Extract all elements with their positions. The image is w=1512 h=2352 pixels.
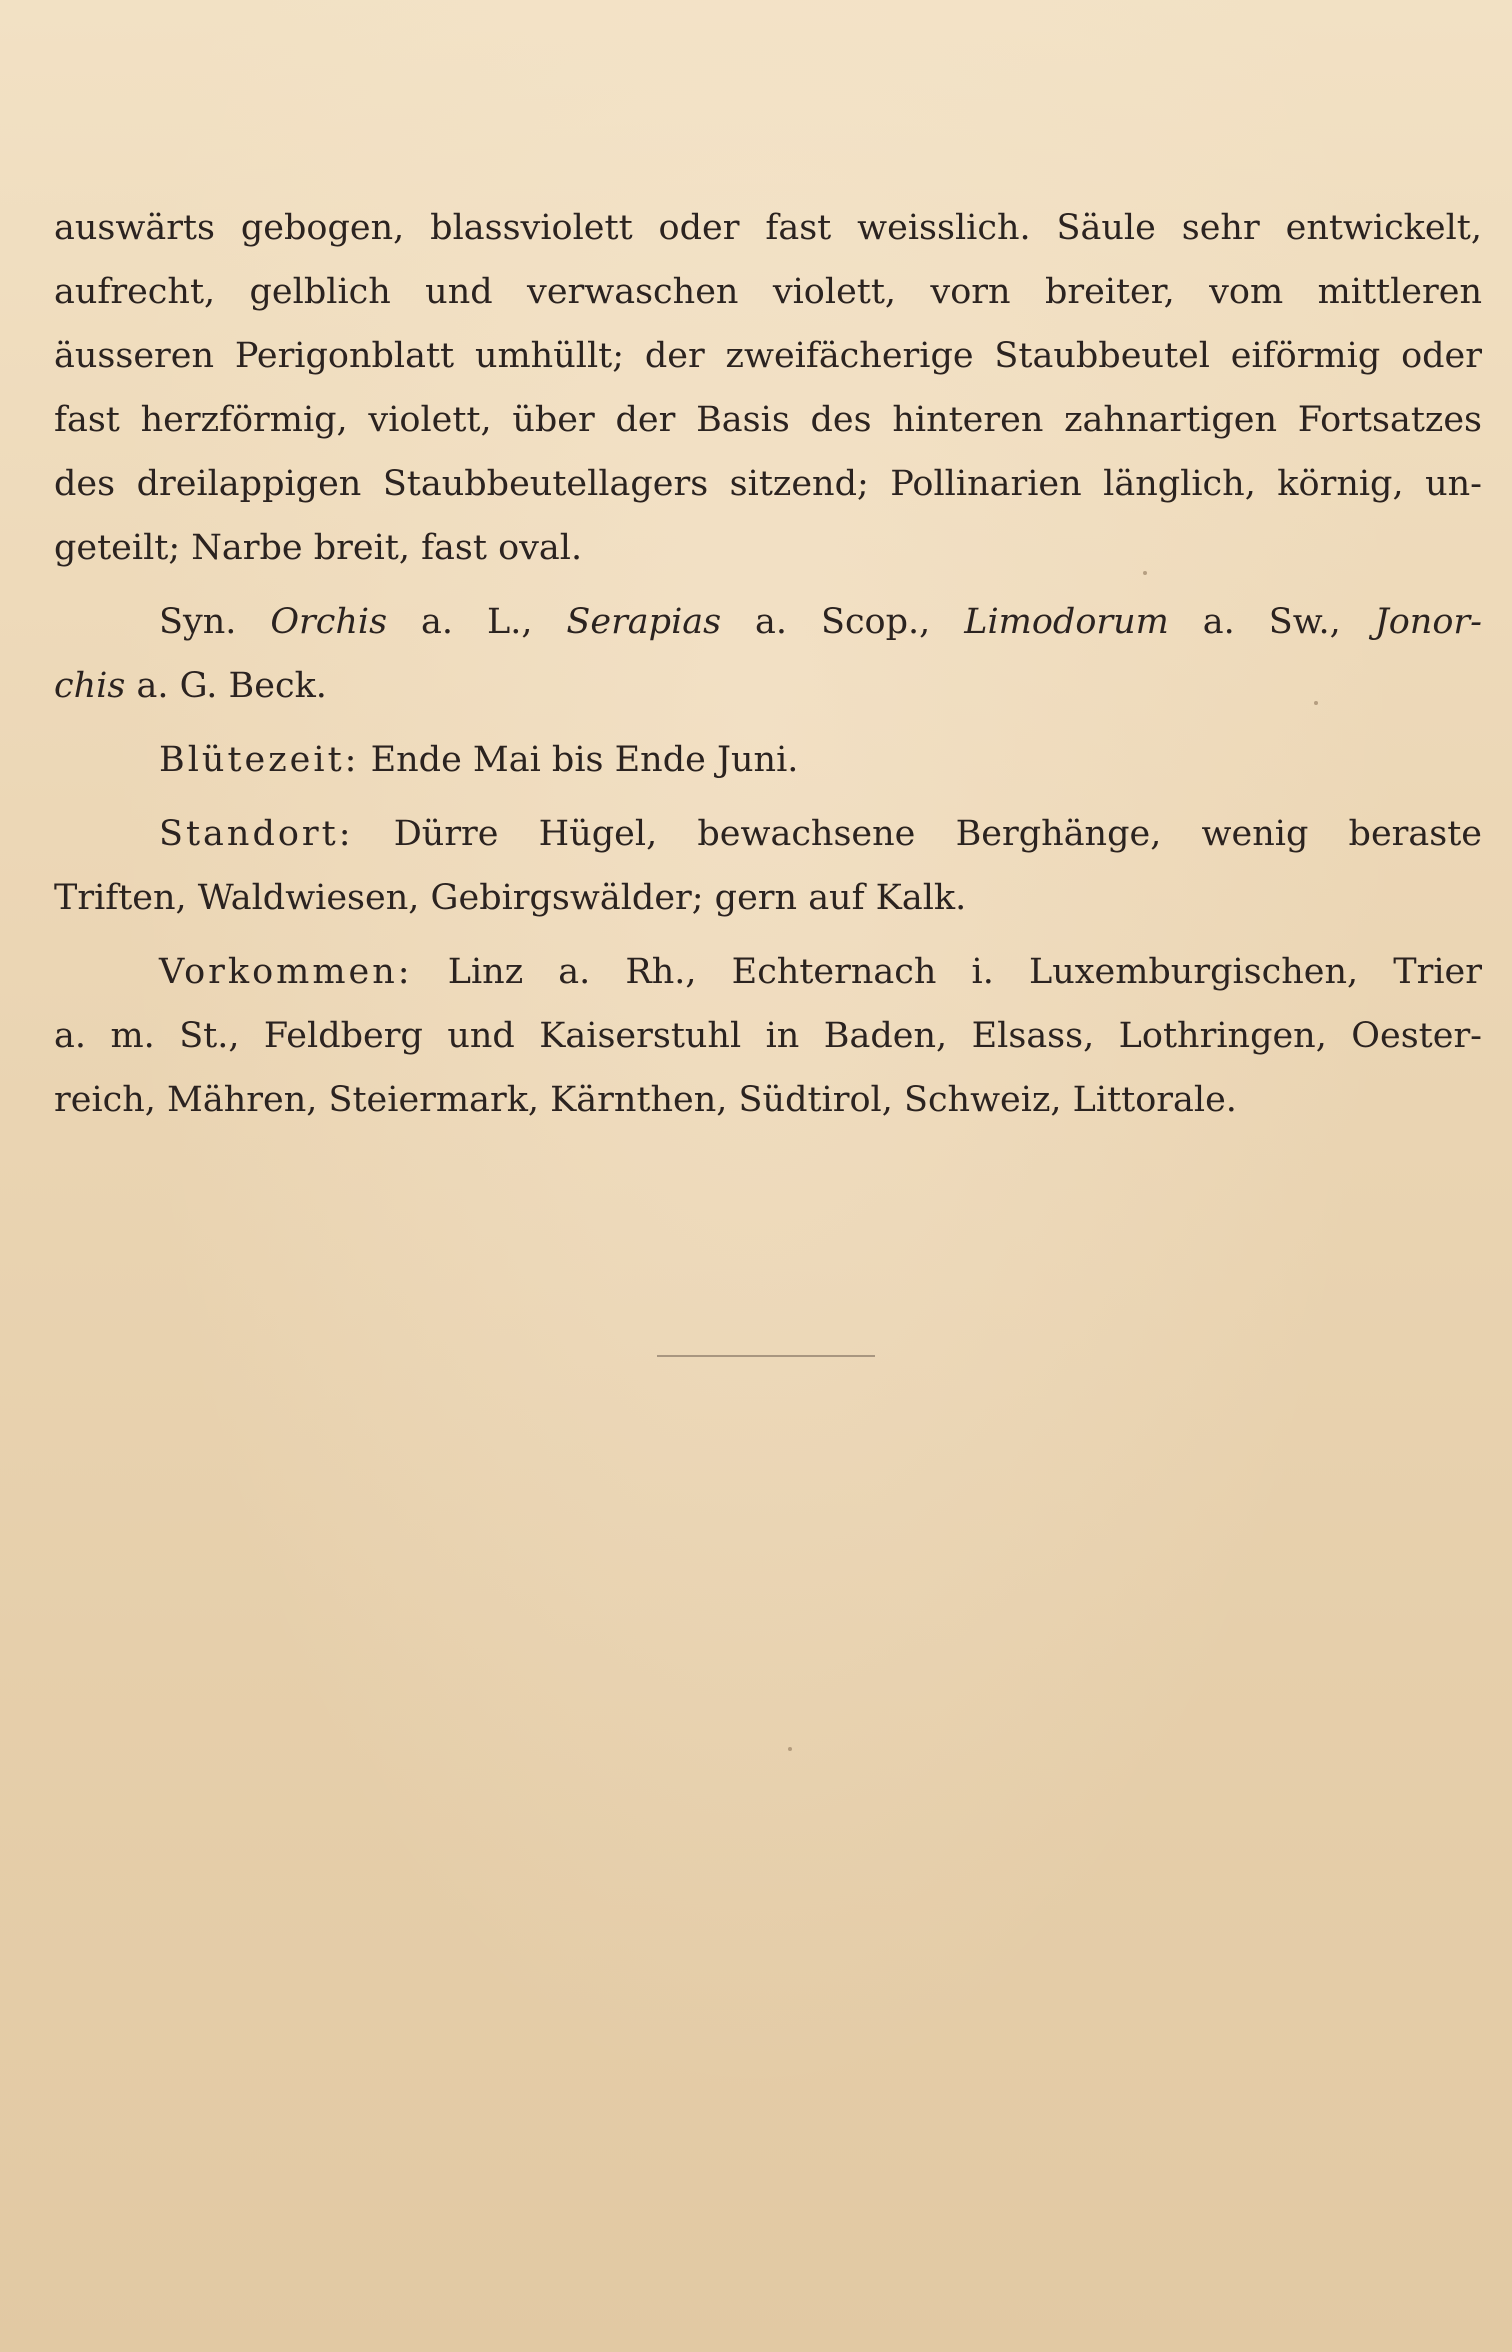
habitat-line-2: Triften, Waldwiesen, Gebirgswälder; gern auf Kalk. — [54, 878, 967, 918]
habitat-paragraph — [54, 802, 1482, 930]
synonym-orchis: Orchis — [270, 602, 388, 642]
occurrence-line-2: a. m. St., Feldberg und Kaiserstuhl in Baden, Elsass, Lothringen, Oester- — [54, 1016, 1482, 1056]
synonym-serapias: Serapias — [566, 602, 722, 642]
flowering-label: Blütezeit: — [159, 740, 360, 780]
occurrence-label: Vorkommen: — [159, 952, 413, 992]
description-paragraph — [54, 196, 1482, 580]
synonym-serapias-authority: a. Scop., — [755, 602, 931, 642]
paper-speck — [788, 1747, 792, 1751]
body-text — [54, 196, 1482, 1132]
synonym-jonorchis-authority: a. G. Beck. — [136, 666, 327, 706]
description-line: auswärts gebogen, blassviolett oder fast weisslich. Säule sehr entwickelt, — [54, 208, 1482, 248]
synonyms-line-2 — [54, 654, 1482, 718]
habitat-label: Standort: — [159, 814, 354, 854]
synonyms-paragraph — [54, 590, 1482, 718]
section-divider — [657, 1355, 875, 1357]
flowering-text: Ende Mai bis Ende Juni. — [370, 740, 799, 780]
habitat-line-1 — [54, 802, 1482, 866]
synonym-jonorchis-part1: Jonor- — [1374, 602, 1482, 642]
occurrence-line-3: reich, Mähren, Steiermark, Kärnthen, Südtirol, Schweiz, Littorale. — [54, 1080, 1237, 1120]
synonym-limodorum-authority: a. Sw., — [1202, 602, 1341, 642]
synonyms-line-1 — [54, 590, 1482, 654]
occurrence-line-1 — [54, 940, 1482, 1004]
habitat-text-1: Dürre Hügel, bewachsene Berghänge, wenig beraste — [393, 814, 1482, 854]
description-line: des dreilappigen Staubbeutellagers sitzend; Pollinarien länglich, körnig, un- — [54, 464, 1482, 504]
description-line: geteilt; Narbe breit, fast oval. — [54, 528, 583, 568]
description-line: fast herzförmig, violett, über der Basis des hinteren zahnartigen Fortsatzes — [54, 400, 1482, 440]
description-line: äusseren Perigonblatt umhüllt; der zweifächerige Staubbeutel eiförmig oder — [54, 336, 1482, 376]
description-line: aufrecht, gelblich und verwaschen violett, vorn breiter, vom mittleren — [54, 272, 1482, 312]
synonym-jonorchis-part2: chis — [54, 666, 126, 706]
flowering-paragraph — [54, 728, 1482, 792]
synonym-limodorum: Limodorum — [964, 602, 1169, 642]
synonyms-label: Syn. — [159, 602, 237, 642]
paper-speck — [1314, 701, 1318, 705]
occurrence-paragraph — [54, 940, 1482, 1132]
paper-speck — [1143, 571, 1147, 575]
synonym-orchis-authority: a. L., — [421, 602, 533, 642]
occurrence-text-1: Linz a. Rh., Echternach i. Luxemburgischen, Trier — [447, 952, 1482, 992]
flowering-line — [54, 728, 1482, 792]
